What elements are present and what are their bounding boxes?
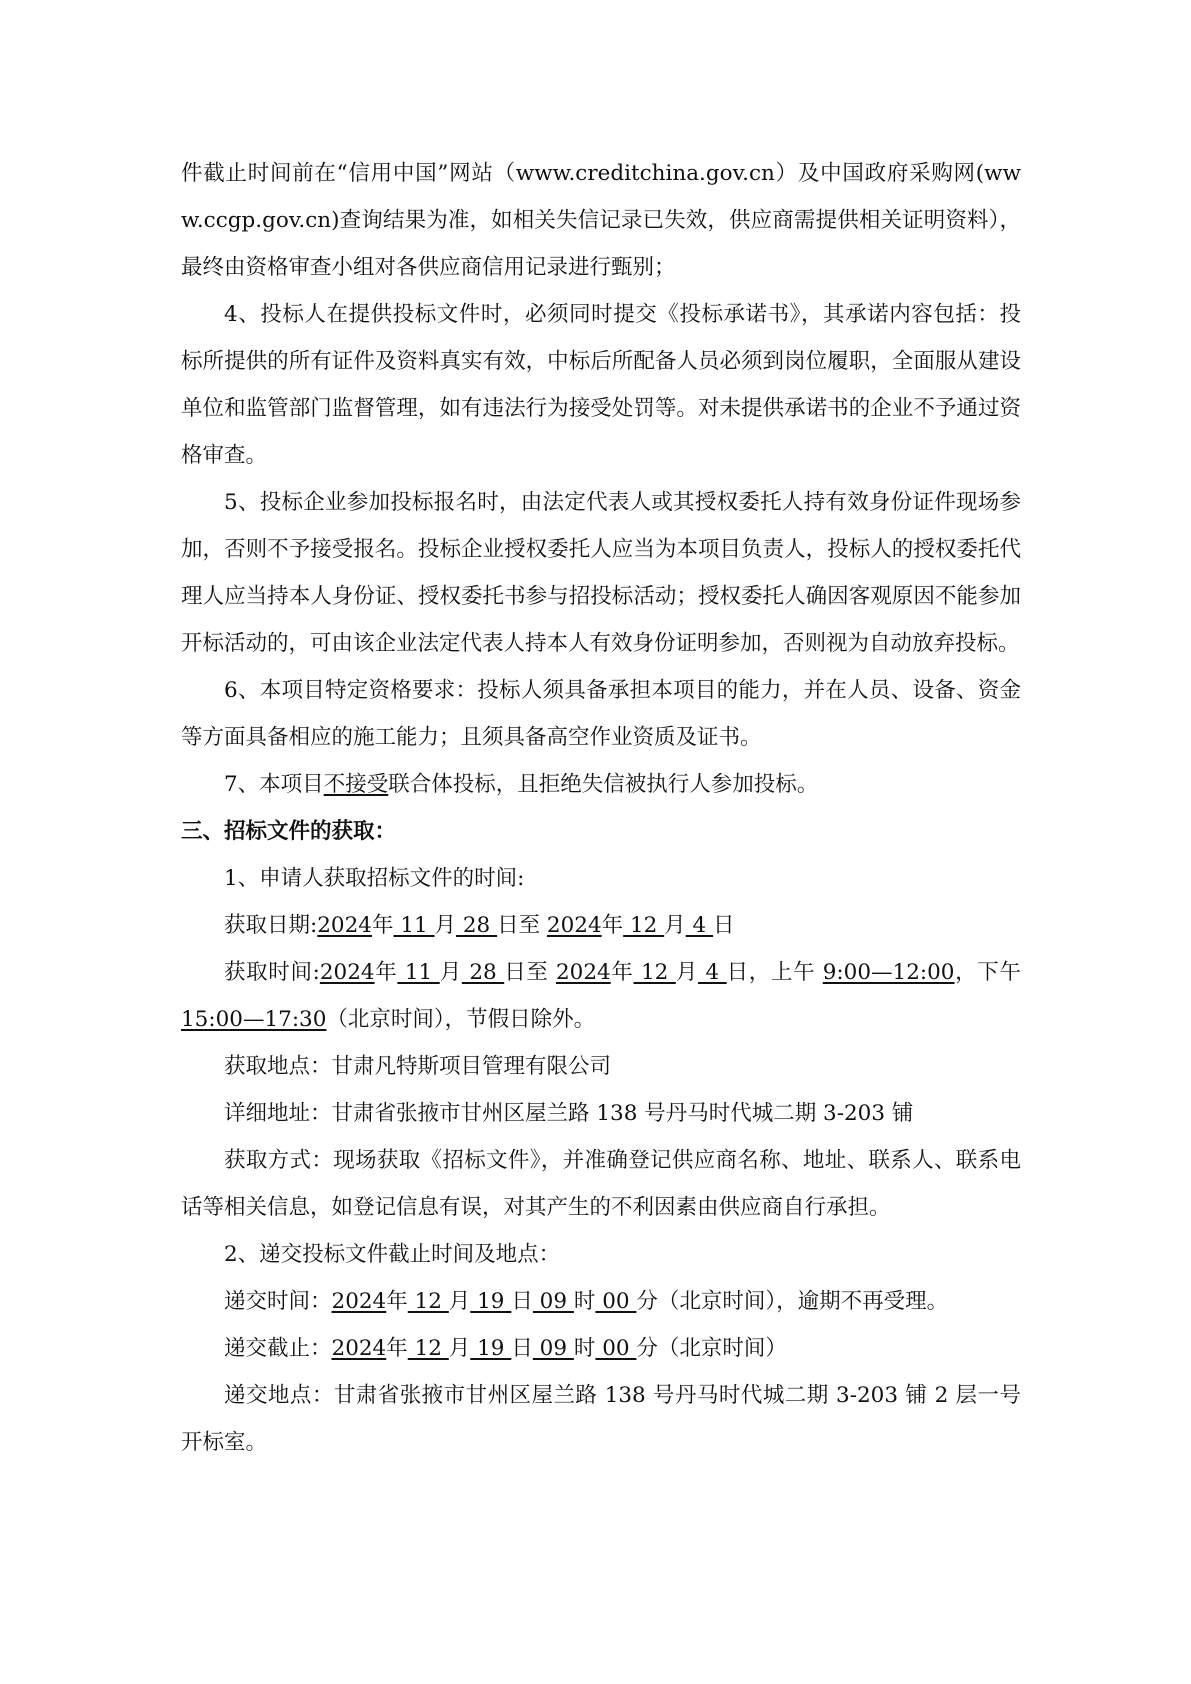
text-run: 日至 bbox=[504, 960, 556, 985]
text-run: 7、本项目 bbox=[224, 772, 324, 797]
underlined-value: 19 bbox=[470, 1289, 512, 1314]
text-run: 月 bbox=[675, 960, 698, 985]
underlined-value: 2024 bbox=[317, 913, 372, 938]
text-run: 件截止时间前在“信用中国”网站（www.creditchina.gov.cn）及中国政府采购网(www.ccgp.gov.cn)查询结果为准，如相关失信记录已失效，供应商需提供相关证明资料），最终由资格审查小组对各供应商信用记录进行甄别； bbox=[181, 161, 1021, 280]
paragraph bbox=[181, 1090, 1021, 1137]
underlined-value: 不接受 bbox=[323, 772, 389, 797]
text-run: 递交截止： bbox=[224, 1336, 332, 1361]
text-run: 5、投标企业参加投标报名时，由法定代表人或其授权委托人持有效身份证件现场参加，否则不予接受报名。投标企业授权委托人应当为本项目负责人，投标人的授权委托代理人应当持本人身份证、授权委托书参与招投标活动；授权委托人确因客观原因不能参加开标活动的，可由该企业法定代表人持本人有效身份证明参加，否则视为自动放弃投标。 bbox=[181, 490, 1021, 656]
text-run: 年 bbox=[386, 1289, 408, 1314]
paragraph bbox=[181, 1325, 1021, 1372]
text-run: 月 bbox=[439, 960, 462, 985]
text-run: 月 bbox=[448, 1289, 471, 1314]
text-run: 时 bbox=[573, 1336, 596, 1361]
underlined-value: 2024 bbox=[555, 960, 611, 985]
paragraph bbox=[181, 1043, 1021, 1090]
text-run: 年 bbox=[386, 1336, 408, 1361]
underlined-value: 11 bbox=[393, 913, 435, 938]
underlined-value: 9:00—12:00 bbox=[822, 960, 955, 985]
underlined-value: 12 bbox=[623, 913, 665, 938]
text-run: （北京时间），节假日除外。 bbox=[326, 1007, 596, 1032]
text-run: 获取时间: bbox=[224, 960, 320, 985]
text-run: 年 bbox=[610, 960, 634, 985]
underlined-value: 09 bbox=[532, 1289, 574, 1314]
underlined-value: 28 bbox=[456, 913, 498, 938]
text-run: 获取方式：现场获取《招标文件》，并准确登记供应商名称、地址、联系人、联系电话等相关信息，如登记信息有误，对其产生的不利因素由供应商自行承担。 bbox=[181, 1148, 1021, 1220]
text-run: 年 bbox=[601, 913, 624, 938]
paragraph bbox=[181, 949, 1021, 1043]
paragraph bbox=[181, 479, 1021, 667]
underlined-value: 00 bbox=[595, 1289, 637, 1314]
text-run: ，下午 bbox=[954, 960, 1021, 985]
paragraph bbox=[181, 1231, 1021, 1278]
section-heading bbox=[181, 808, 1021, 855]
underlined-value: 4 bbox=[698, 960, 727, 985]
text-run: 日 bbox=[511, 1289, 533, 1314]
underlined-value: 12 bbox=[407, 1336, 449, 1361]
text-run: 月 bbox=[434, 913, 457, 938]
paragraph bbox=[181, 761, 1021, 808]
underlined-value: 28 bbox=[461, 960, 505, 985]
text-run: 递交时间： bbox=[224, 1289, 332, 1314]
underlined-value: 2024 bbox=[331, 1289, 387, 1314]
paragraph bbox=[181, 150, 1021, 291]
text-run: 6、本项目特定资格要求：投标人须具备承担本项目的能力，并在人员、设备、资金等方面具备相应的施工能力；且须具备高空作业资质及证书。 bbox=[181, 678, 1021, 750]
paragraph bbox=[181, 667, 1021, 761]
underlined-value: 09 bbox=[532, 1336, 574, 1361]
paragraph bbox=[181, 902, 1021, 949]
document-body bbox=[181, 150, 1021, 1466]
underlined-value: 2024 bbox=[546, 913, 602, 938]
text-run: 时 bbox=[573, 1289, 596, 1314]
underlined-value: 12 bbox=[633, 960, 676, 985]
text-run: 分（北京时间） bbox=[636, 1336, 787, 1361]
text-run: 分（北京时间），逾期不再受理。 bbox=[636, 1289, 949, 1314]
underlined-value: 11 bbox=[397, 960, 440, 985]
text-run: 递交地点：甘肃省张掖市甘州区屋兰路 138 号丹马时代城二期 3-203 铺 2 层一号开标室。 bbox=[181, 1383, 1021, 1455]
text-run: 日 bbox=[713, 913, 735, 938]
text-run: 2、递交投标文件截止时间及地点： bbox=[224, 1242, 561, 1267]
paragraph bbox=[181, 1278, 1021, 1325]
paragraph bbox=[181, 1372, 1021, 1466]
text-run: 详细地址：甘肃省张掖市甘州区屋兰路 138 号丹马时代城二期 3-203 铺 bbox=[224, 1101, 914, 1126]
underlined-value: 4 bbox=[685, 913, 714, 938]
text-run: 年 bbox=[374, 960, 398, 985]
text-run: 三、招标文件的获取： bbox=[181, 819, 397, 844]
text-run: 月 bbox=[664, 913, 686, 938]
text-run: 月 bbox=[448, 1336, 471, 1361]
underlined-value: 2024 bbox=[319, 960, 375, 985]
paragraph bbox=[181, 1137, 1021, 1231]
underlined-value: 12 bbox=[407, 1289, 449, 1314]
paragraph bbox=[181, 291, 1021, 479]
text-run: 1、申请人获取招标文件的时间: bbox=[224, 866, 525, 891]
underlined-value: 19 bbox=[470, 1336, 512, 1361]
text-run: 年 bbox=[371, 913, 394, 938]
text-run: 日，上午 bbox=[726, 960, 823, 985]
text-run: 获取日期: bbox=[224, 913, 318, 938]
text-run: 日 bbox=[511, 1336, 533, 1361]
text-run: 获取地点：甘肃凡特斯项目管理有限公司 bbox=[224, 1054, 612, 1079]
paragraph bbox=[181, 855, 1021, 902]
text-run: 日至 bbox=[497, 913, 547, 938]
text-run: 联合体投标，且拒绝失信被执行人参加投标。 bbox=[388, 772, 819, 797]
underlined-value: 15:00—17:30 bbox=[181, 1007, 327, 1032]
text-run: 4、投标人在提供投标文件时，必须同时提交《投标承诺书》，其承诺内容包括：投标所提供的所有证件及资料真实有效，中标后所配备人员必须到岗位履职，全面服从建设单位和监管部门监督管理，如有违法行为接受处罚等。对未提供承诺书的企业不予通过资格审查。 bbox=[181, 302, 1021, 468]
underlined-value: 00 bbox=[595, 1336, 637, 1361]
underlined-value: 2024 bbox=[331, 1336, 387, 1361]
